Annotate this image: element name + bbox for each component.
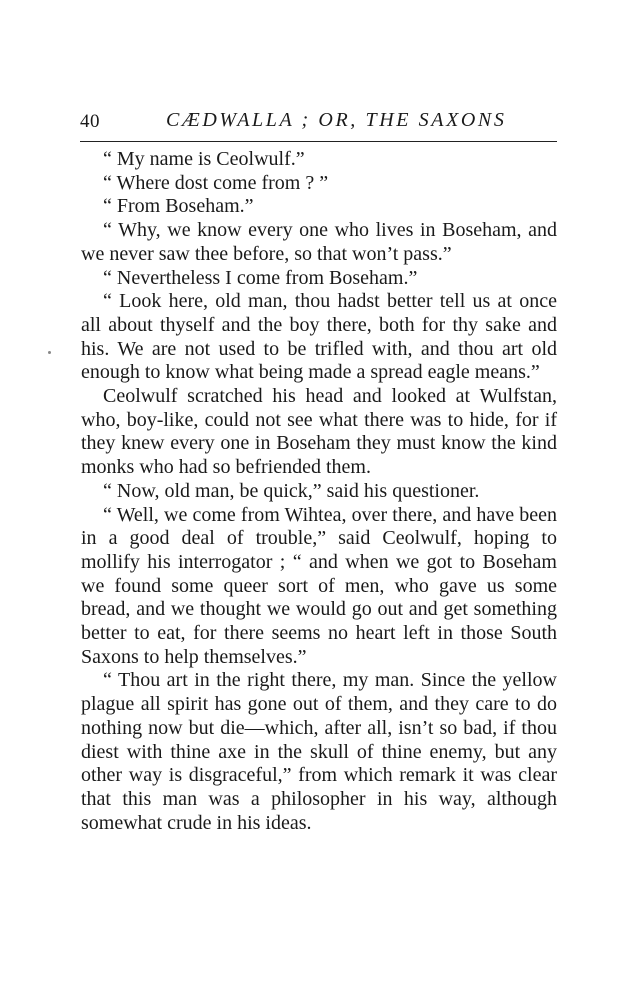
paragraph: “ My name is Ceolwulf.” (103, 148, 305, 170)
paragraph: “ From Boseham.” (103, 195, 254, 218)
paragraph: “ Thou art in the right there, my man. Since the yellow plague all spirit has gone out of them, and they care to do nothing now but die—which, after all, isn’t so bad, if thou diest with thine axe in the skull of thine enemy, but any other way is disgraceful,” from which remark it was clear that this man was a philosopher in his way, although somewhat crude in his ideas. (81, 669, 557, 834)
paragraph: “ Why, we know every one who lives in Boseham, and we never saw thee before, so that won’t pass.” (81, 219, 557, 265)
page-number: 40 (80, 111, 100, 132)
paragraph: “ Where dost come from ? ” (103, 171, 329, 194)
paragraph: Ceolwulf scratched his head and looked at Wulfstan, who, boy-like, could not see what there was to hide, for if they knew every one in Boseham they must know the kind monks who had so befriended them. (81, 385, 557, 479)
running-title: CÆDWALLA ; OR, THE SAXONS (166, 109, 507, 131)
running-head (80, 109, 557, 139)
body-text (81, 148, 557, 835)
header-rule (80, 141, 557, 142)
paragraph: “ Look here, old man, thou hadst better tell us at once all about thyself and the boy there, both for thy sake and his. We are not used to be trifled with, and thou art old enough to know what being made a spread eagle means.” (81, 290, 557, 384)
margin-speck (48, 351, 51, 354)
paragraph: “ Now, old man, be quick,” said his questioner. (103, 479, 480, 502)
paragraph: “ Well, we come from Wihtea, over there, and have been in a good deal of trouble,” said Ceolwulf, hoping to mollify his interrogator ; “ and when we got to Boseham we found some queer sort of men, who gave us some bread, and we thought we would go out and get something better to eat, for there seems no heart left in those South Saxons to help themselves.” (81, 503, 557, 668)
paragraph: “ Nevertheless I come from Boseham.” (103, 266, 418, 289)
